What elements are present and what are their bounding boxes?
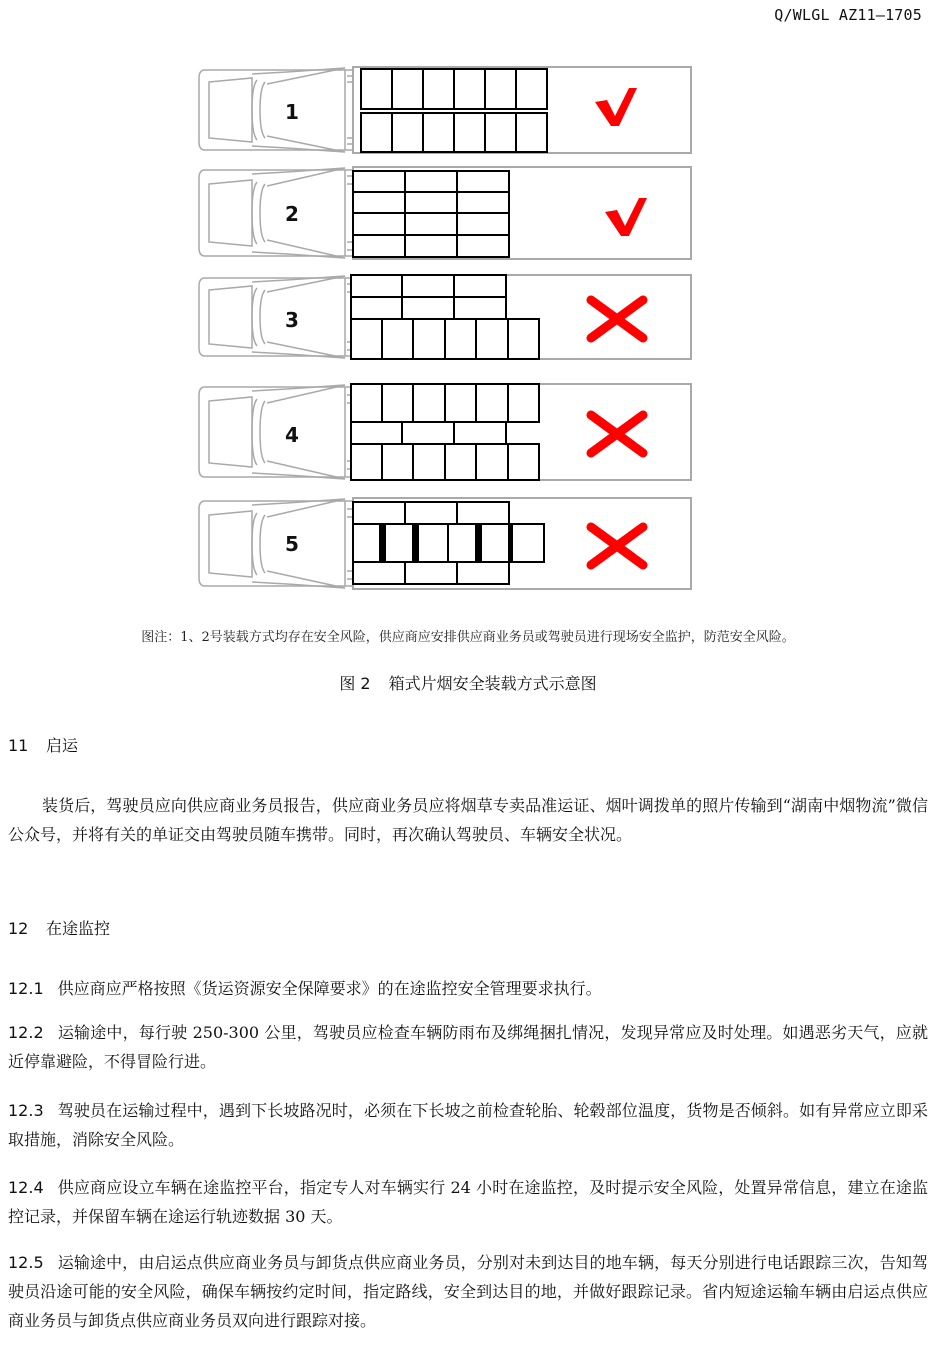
clause-12-2 bbox=[8, 1018, 928, 1076]
figure-note: 图注：1、2号装载方式均存在安全风险，供应商应安排供应商业务员或驾驶员进行现场安全监护，防范安全风险。 bbox=[141, 630, 795, 645]
document-code: Q/WLGL AZ11—1705 bbox=[774, 6, 922, 24]
clause-number: 12.2 bbox=[8, 1023, 44, 1042]
truck-cab-icon bbox=[197, 166, 357, 260]
truck-cab-icon bbox=[197, 497, 357, 590]
section-number: 11 bbox=[8, 736, 29, 755]
section-heading-11 bbox=[8, 733, 78, 756]
truck-cab-icon bbox=[197, 274, 357, 360]
truck-number: 1 bbox=[285, 100, 299, 124]
check-icon bbox=[593, 86, 639, 128]
truck-2 bbox=[197, 166, 697, 260]
section-heading-12 bbox=[8, 916, 110, 939]
cross-icon bbox=[585, 296, 649, 342]
truck-number: 5 bbox=[285, 532, 299, 556]
truck-5 bbox=[197, 497, 697, 590]
clause-12-3 bbox=[8, 1096, 928, 1154]
cross-icon bbox=[585, 523, 649, 569]
truck-number: 4 bbox=[285, 423, 299, 447]
clause-number: 12.1 bbox=[8, 979, 44, 998]
section-title: 启运 bbox=[46, 736, 79, 755]
check-icon bbox=[603, 196, 649, 238]
truck-cab-icon bbox=[197, 383, 357, 481]
figure-number: 图 2 bbox=[339, 674, 371, 693]
figure-title: 箱式片烟安全装载方式示意图 bbox=[388, 674, 597, 693]
clause-text: 供应商应设立车辆在途监控平台，指定专人对车辆实行 24 小时在途监控，及时提示安全风险，处置异常信息，建立在途监控记录，并保留车辆在途运行轨迹数据 30 天。 bbox=[8, 1178, 928, 1226]
truck-number: 3 bbox=[285, 308, 299, 332]
section-number: 12 bbox=[8, 919, 29, 938]
clause-12-1 bbox=[8, 974, 928, 1003]
clause-number: 12.5 bbox=[8, 1253, 44, 1272]
truck-4 bbox=[197, 383, 697, 481]
clause-number: 12.4 bbox=[8, 1178, 44, 1197]
clause-text: 供应商应严格按照《货运资源安全保障要求》的在途监控安全管理要求执行。 bbox=[57, 979, 602, 998]
truck-cab-icon bbox=[197, 66, 357, 154]
section-11-body: 装货后，驾驶员应向供应商业务员报告，供应商业务员应将烟草专卖品准运证、烟叶调拨单的照片传输到“湖南中烟物流”微信公众号，并将有关的单证交由驾驶员随车携带。同时，再次确认驾驶员、车辆安全状况。 bbox=[8, 796, 928, 844]
clause-text: 驾驶员在运输过程中，遇到下长坡路况时，必须在下长坡之前检查轮胎、轮毂部位温度，货物是否倾斜。如有异常应立即采取措施，消除安全风险。 bbox=[8, 1101, 928, 1149]
truck-1 bbox=[197, 66, 697, 154]
figure-caption bbox=[0, 671, 936, 694]
cross-icon bbox=[585, 411, 649, 457]
loading-diagram bbox=[0, 0, 936, 600]
clause-text: 运输途中，每行驶 250-300 公里，驾驶员应检查车辆防雨布及绑绳捆扎情况，发现异常应及时处理。如遇恶劣天气，应就近停靠避险，不得冒险行进。 bbox=[8, 1023, 928, 1071]
clause-text: 运输途中，由启运点供应商业务员与卸货点供应商业务员，分别对未到达目的地车辆，每天分别进行电话跟踪三次，告知驾驶员沿途可能的安全风险，确保车辆按约定时间，指定路线，安全到达目的地，并做好跟踪记录。省内短途运输车辆由启运点供应商业务员与卸货点供应商业务员双向进行跟踪对接。 bbox=[8, 1253, 928, 1330]
truck-number: 2 bbox=[285, 202, 299, 226]
clause-12-5 bbox=[8, 1248, 928, 1335]
truck-3 bbox=[197, 274, 697, 360]
section-title: 在途监控 bbox=[46, 919, 111, 938]
clause-12-4 bbox=[8, 1173, 928, 1231]
clause-number: 12.3 bbox=[8, 1101, 44, 1120]
